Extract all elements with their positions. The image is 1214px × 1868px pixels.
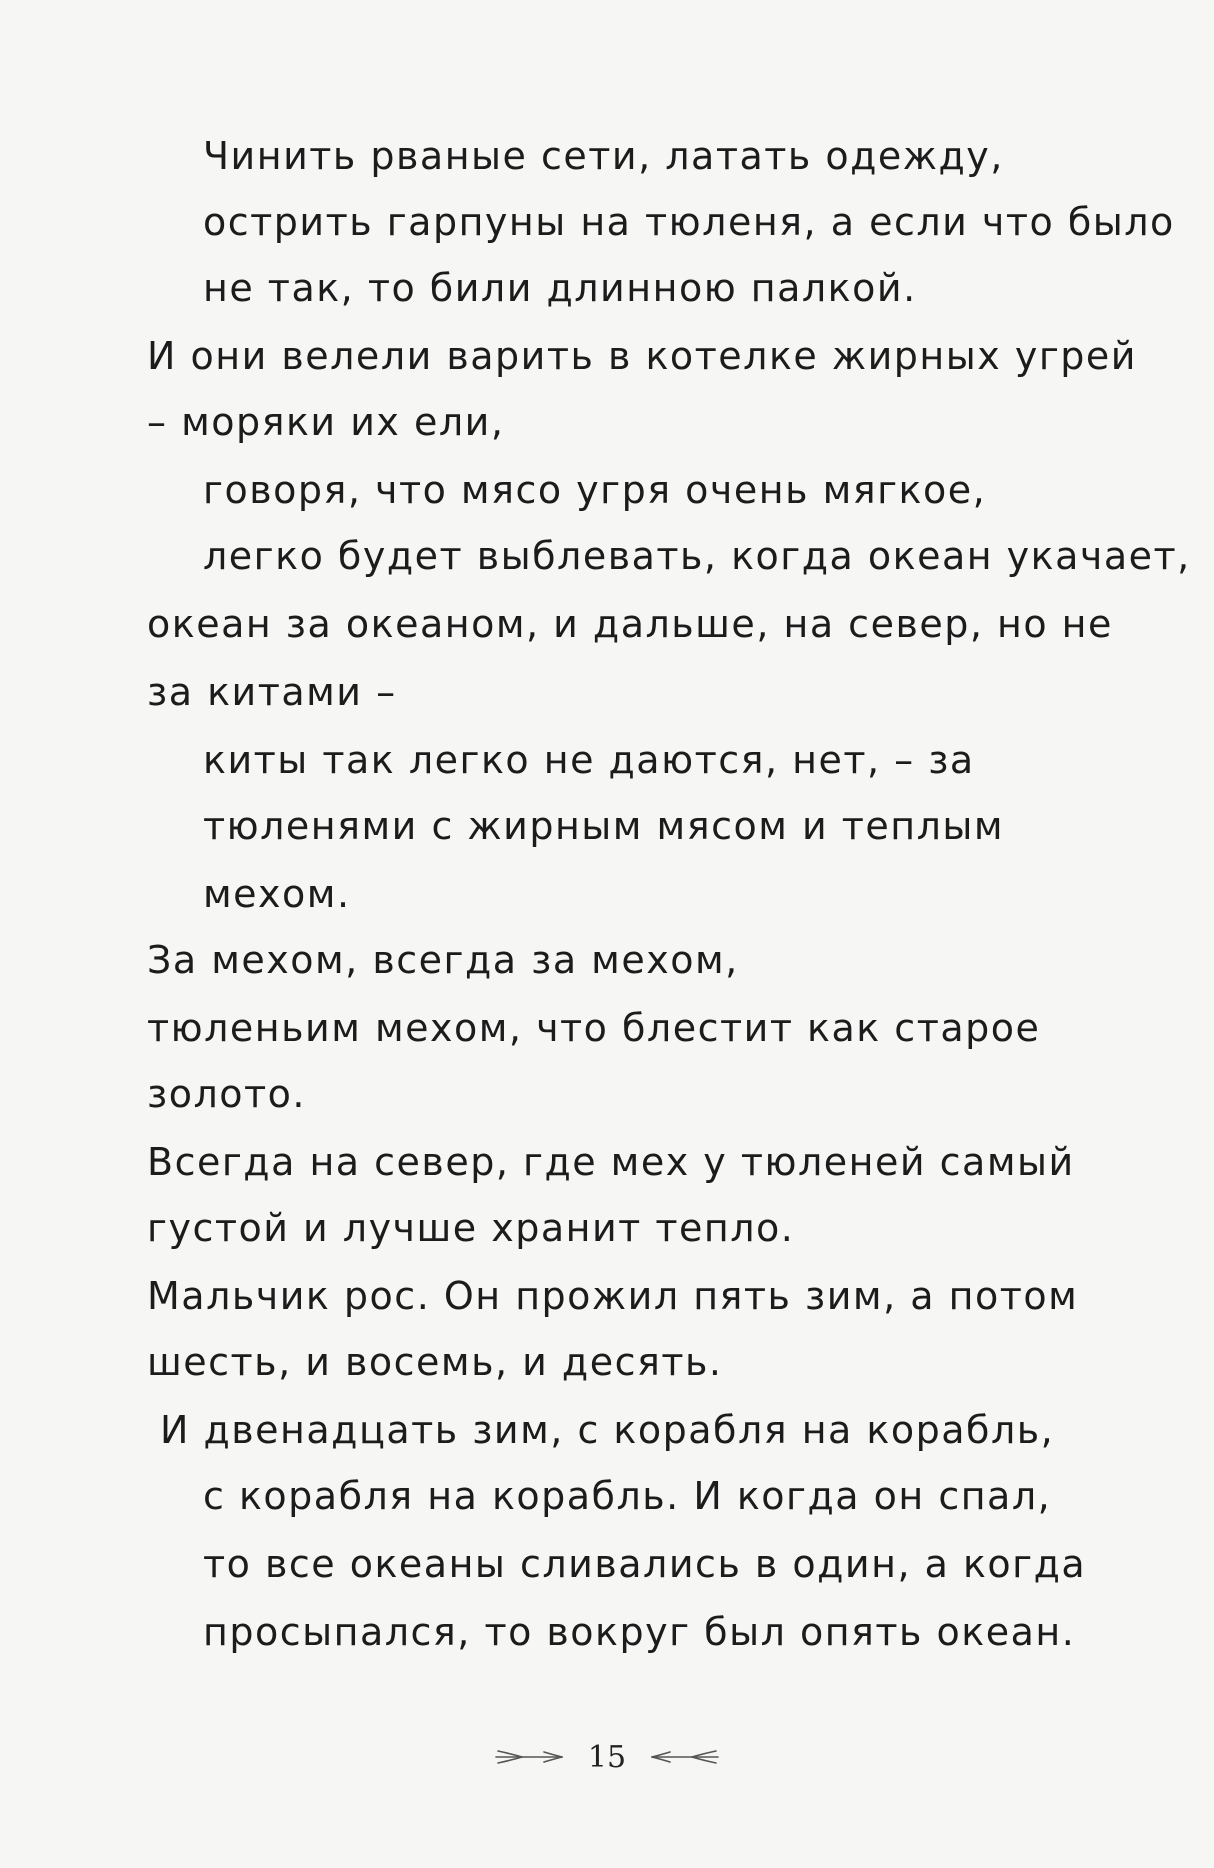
- text-line: золото.: [147, 1072, 306, 1116]
- text-line: острить гарпуны на тюленя, а если что было: [203, 200, 1175, 244]
- text-line: за китами –: [147, 670, 397, 714]
- text-line: шесть, и восемь, и десять.: [147, 1340, 723, 1384]
- text-line: легко будет выблевать, когда океан укачает,: [203, 534, 1191, 578]
- text-line: тюленьим мехом, что блестит как старое: [147, 1006, 1041, 1050]
- text-line: И они велели варить в котелке жирных угрей: [147, 334, 1137, 378]
- text-line: то все океаны сливались в один, а когда: [203, 1542, 1087, 1586]
- arrow-left-ornament-icon: [648, 1746, 720, 1768]
- text-line: За мехом, всегда за мехом,: [147, 938, 739, 982]
- text-line: с корабля на корабль. И когда он спал,: [203, 1474, 1052, 1518]
- page-footer: [0, 1732, 1214, 1782]
- text-line: не так, то били длинною палкой.: [203, 266, 917, 310]
- page-number: 15: [587, 1739, 627, 1775]
- text-line: говоря, что мясо угря очень мягкое,: [203, 468, 987, 512]
- text-line: И двенадцать зим, с корабля на корабль,: [160, 1408, 1055, 1452]
- arrow-right-ornament-icon: [494, 1746, 566, 1768]
- text-line: мехом.: [203, 872, 351, 916]
- text-line: – моряки их ели,: [147, 400, 505, 444]
- text-line: Мальчик рос. Он прожил пять зим, а потом: [147, 1274, 1079, 1318]
- text-line: киты так легко не даются, нет, – за: [203, 738, 975, 782]
- text-line: Всегда на север, где мех у тюленей самый: [147, 1140, 1075, 1184]
- text-line: густой и лучше хранит тепло.: [147, 1206, 795, 1250]
- text-line: Чинить рваные сети, латать одежду,: [203, 134, 1004, 178]
- text-line: тюленями с жирным мясом и теплым: [203, 804, 1005, 848]
- text-line: океан за океаном, и дальше, на север, но не: [147, 602, 1113, 646]
- text-line: просыпался, то вокруг был опять океан.: [203, 1610, 1076, 1654]
